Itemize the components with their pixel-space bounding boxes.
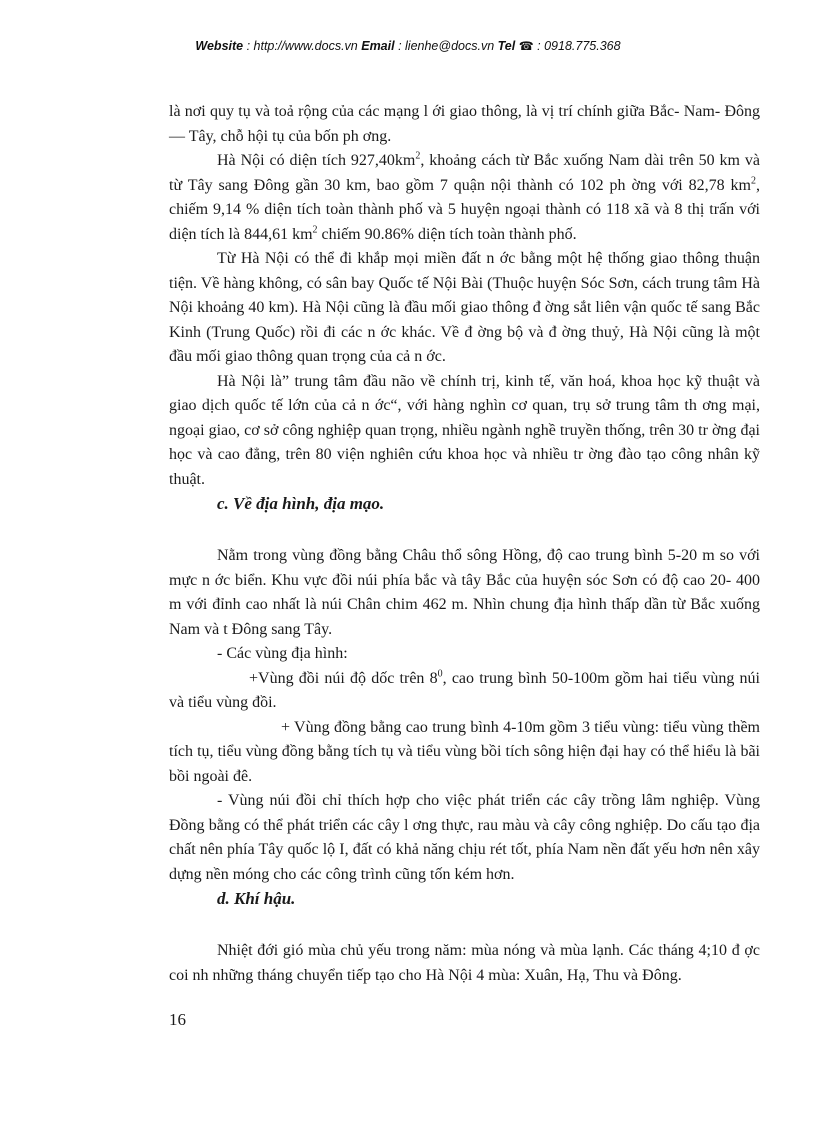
website-label: Website (195, 39, 244, 53)
phone-number: : 0918.775.368 (533, 39, 621, 53)
email-label: Email (361, 39, 395, 53)
paragraph-2: Hà Nội có diện tích $927,40km^2$, khoảng cách từ Bắc xuống Nam dài trên 50 km và từ Tây sang Đông gần 30 km, bao gồm 7 quận nội thành có 102 ph ờng với 82,78 $km^2$, chiếm 9,14 % diện tích toàn thành phố và 5 huyện ngoại thành có 118 xã và 8 thị trấn với diện tích là 844,61 $km^2$ chiếm 90.86% diện tích toàn thành phố. (169, 150, 761, 243)
paragraph-3: Từ Hà Nội có thể đi khắp mọi miền đất n ớc bằng một hệ thống giao thông thuận tiện. Về hàng không, có sân bay Quốc tế Nội Bài (Thuộc huyện Sóc Sơn, cách trung tâm Hà Nội khoảng 40 km). Hà Nội cũng là đầu mối giao thông đ ờng sắt liên vận quốc tế sang Bắc Kinh (Trung Quốc) rồi đi các n ớc khác. Về đ ờng bộ và đ ờng thuỷ, Hà Nội cũng là một đầu mối giao thông quan trọng của cả n ớc. (169, 250, 760, 365)
page-header (0, 39, 816, 53)
paragraph-1: là nơi quy tụ và toả rộng của các mạng l ới giao thông, là vị trí chính giữa Bắc- Nam- Đông — Tây, chỗ hội tụ của bốn ph ơng. (169, 103, 760, 145)
paragraph-5: Nằm trong vùng đồng bằng Châu thổ sông Hồng, độ cao trung bình 5-20 m so với mực n ớc biển. Khu vực đồi núi phía bắc và tây Bắc của huyện sóc Sơn có độ cao 20- 400 m với đỉnh cao nhất là núi Chân chim 462 m. Nhìn chung địa hình thấp dần từ Bắc xuống Nam và t Đông sang Tây. (169, 547, 760, 638)
paragraph-6: - Các vùng địa hình: (217, 645, 348, 662)
paragraph-9: - Vùng núi đồi chỉ thích hợp cho việc phát triển các cây trồng lâm nghiệp. Vùng Đồng bằng có thể phát triển các cây l ơng thực, rau màu và cây công nghiệp. Do cấu tạo địa chất nên phía Tây quốc lộ I, đất có khả năng chịu rét tốt, phía Nam nền đất yếu hơn nên xây dựng nền móng cho các công trình cũng tốn kém hơn. (169, 792, 760, 883)
tel-label: Tel (497, 39, 516, 53)
phone-icon: ☎ (518, 39, 534, 53)
website-separator: : (243, 39, 254, 53)
page-number: 16 (169, 1010, 186, 1029)
paragraph-10: Nhiệt đới gió mùa chủ yếu trong năm: mùa nóng và mùa lạnh. Các tháng 4;10 đ ợc coi nh những tháng chuyển tiếp tạo cho Hà Nội 4 mùa: Xuân, Hạ, Thu và Đông. (169, 942, 760, 984)
document-body (169, 100, 760, 988)
paragraph-8: + Vùng đồng bằng cao trung bình 4-10m gồm 3 tiểu vùng: tiểu vùng thềm tích tụ, tiểu vùng đồng bằng tích tụ và tiểu vùng bồi tích sông hiện đại hay có thể hiểu là bãi bồi ngoài đê. (169, 718, 760, 785)
heading-climate: d. Khí hậu. (217, 889, 296, 908)
paragraph-4: Hà Nội là” trung tâm đầu não về chính trị, kinh tế, văn hoá, khoa học kỹ thuật và giao dịch quốc tế lớn của cả n ớc“, với hàng nghìn cơ quan, trụ sở trung tâm th ơng mại, ngoại giao, cơ sở công nghiệp quan trọng, nhiều ngành nghề truyền thống, trên 30 tr ờng đại học và cao đẳng, trên 80 viện nghiên cứu khoa học và nhiều tr ờng đào tạo công nhân kỹ thuật. (169, 372, 760, 488)
website-url[interactable]: http://www.docs.vn (253, 39, 358, 53)
paragraph-7: +Vùng đồi núi độ dốc trên $8^0$, cao trung bình 50-100m gồm hai tiểu vùng núi và tiểu vùng đồi. (169, 668, 761, 711)
email-address[interactable]: lienhe@docs.vn (405, 39, 495, 53)
heading-terrain: c. Về địa hình, địa mạo. (217, 494, 385, 513)
email-separator: : (394, 39, 406, 53)
